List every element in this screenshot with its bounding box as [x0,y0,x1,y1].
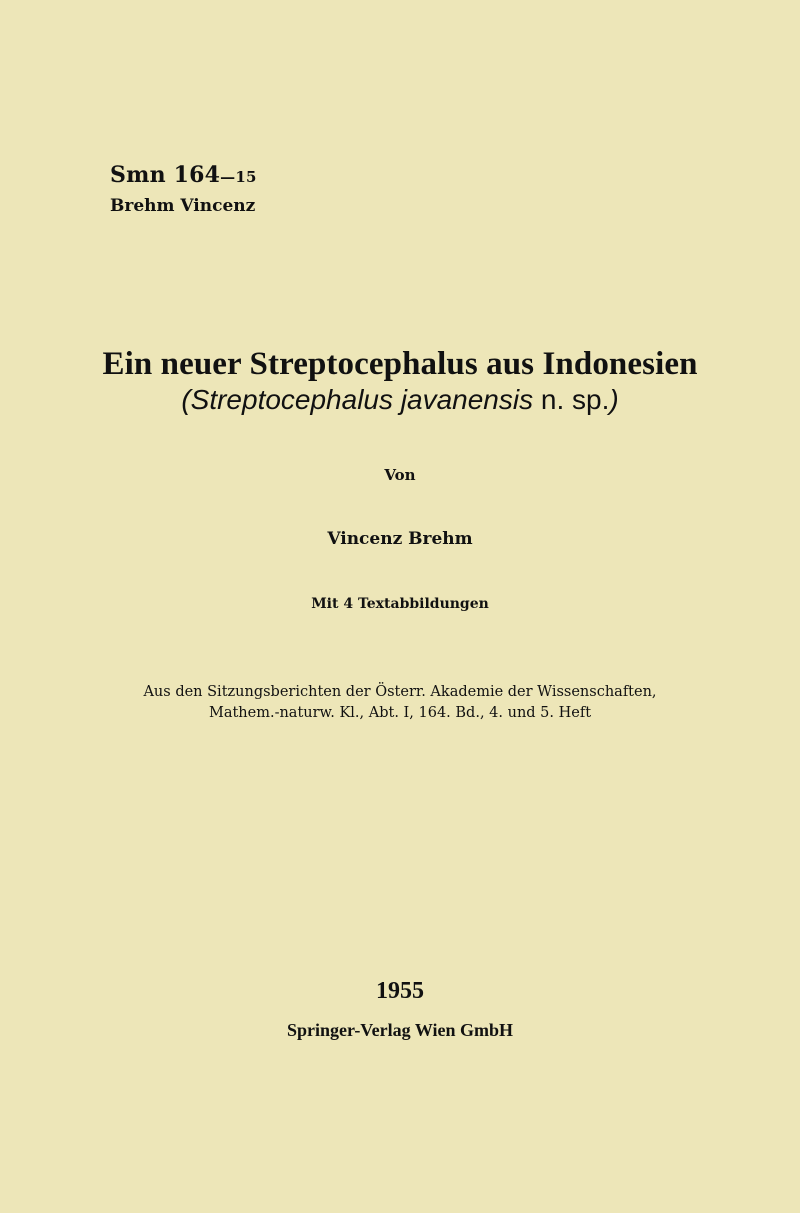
byline-by: Von [384,466,416,484]
series-code-suffix: —15 [220,168,257,186]
source-line-1: Aus den Sitzungsberichten der Österr. Akademie der Wissenschaften, [143,684,657,700]
series-code [110,160,257,192]
series-block [110,160,257,218]
subtitle-species-name: Streptocephalus javanensis [190,384,534,415]
source-line-2: Mathem.-naturw. Kl., Abt. I, 164. Bd., 4. und 5. Heft [208,705,592,721]
subtitle-rest: n. sp. [533,384,610,415]
illustrations-note: Mit 4 Textabbildungen [311,596,489,612]
publication-year: 1955 [376,978,424,1004]
document-title: Ein neuer Streptocephalus aus Indonesien [102,346,698,382]
publisher: Springer-Verlag Wien GmbH [286,1020,513,1040]
series-author: Brehm Vincenz [110,196,256,216]
subtitle-close-paren: ) [609,384,619,415]
series-code-number: Smn 164 [110,162,221,188]
subtitle-open-paren: ( [181,384,191,415]
document-subtitle [0,382,800,418]
byline-author: Vincenz Brehm [327,529,473,549]
source-note [0,682,800,724]
